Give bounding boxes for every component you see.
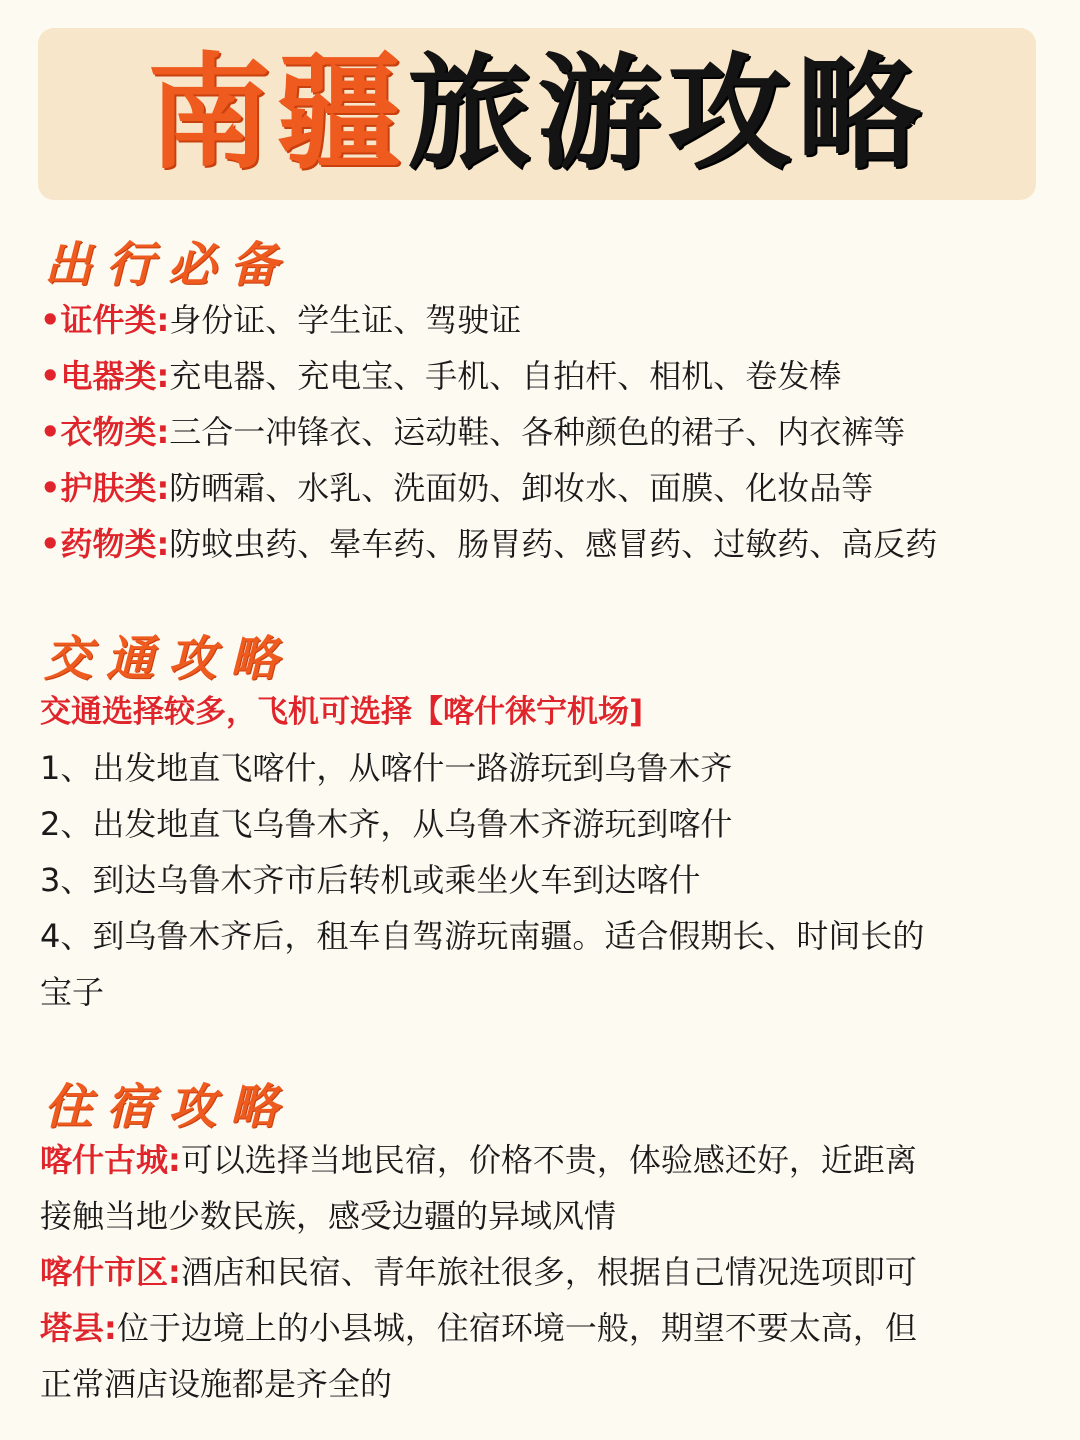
lodging-item [40, 1244, 1040, 1300]
item-text: 三合一冲锋衣、运动鞋、各种颜色的裙子、内衣裤等 [169, 413, 906, 451]
item-text: 身份证、学生证、驾驶证 [169, 301, 522, 339]
transport-subtitle: 交通选择较多，飞机可选择【喀什徕宁机场] [40, 694, 644, 730]
lodging-item [40, 1356, 1040, 1412]
essentials-heading: 出行必备 [44, 237, 293, 293]
item-label: 证件类: [60, 301, 170, 339]
item-label: 塔县: [40, 1309, 117, 1347]
item-text: 酒店和民宿、青年旅社很多，根据自己情况选项即可 [180, 1253, 917, 1291]
lodging-item [40, 1300, 1040, 1356]
item-text: 正常酒店设施都是齐全的 [40, 1365, 393, 1403]
transport-item: 1、出发地直飞喀什，从喀什一路游玩到乌鲁木齐 [40, 749, 733, 787]
bullet-icon: • [40, 525, 61, 563]
title-main: 旅游攻略 [407, 41, 928, 186]
essentials-item [40, 404, 1040, 460]
page-title [146, 41, 928, 186]
item-text: 防蚊虫药、晕车药、肠胃药、感冒药、过敏药、高反药 [169, 525, 938, 563]
item-text: 防晒霜、水乳、洗面奶、卸妆水、面膜、化妆品等 [169, 469, 874, 507]
essentials-item [40, 460, 1040, 516]
title-banner [38, 28, 1036, 200]
lodging-item [40, 1188, 1040, 1244]
essentials-item [40, 516, 1040, 572]
item-label: 电器类: [60, 357, 170, 395]
title-accent: 南疆 [146, 41, 407, 186]
item-text: 接触当地少数民族，感受边疆的异域风情 [40, 1197, 617, 1235]
bullet-icon: • [40, 357, 61, 395]
item-label: 衣物类: [60, 413, 170, 451]
essentials-item [40, 292, 1040, 348]
item-text: 位于边境上的小县城，住宿环境一般，期望不要太高，但 [116, 1309, 917, 1347]
transport-item: 3、到达乌鲁木齐市后转机或乘坐火车到达喀什 [40, 861, 701, 899]
item-label: 喀什古城: [40, 1141, 181, 1179]
transport-item: 宝子 [40, 973, 105, 1011]
bullet-icon: • [40, 301, 61, 339]
lodging-item [40, 1132, 1040, 1188]
bullet-icon: • [40, 469, 61, 507]
item-text: 充电器、充电宝、手机、自拍杆、相机、卷发棒 [169, 357, 842, 395]
transport-heading: 交通攻略 [44, 631, 293, 687]
item-label: 药物类: [60, 525, 170, 563]
lodging-heading: 住宿攻略 [44, 1079, 293, 1135]
essentials-item [40, 348, 1040, 404]
bullet-icon: • [40, 413, 61, 451]
transport-item: 4、到乌鲁木齐后，租车自驾游玩南疆。适合假期长、时间长的 [40, 917, 925, 955]
item-text: 可以选择当地民宿，价格不贵，体验感还好，近距离 [180, 1141, 917, 1179]
transport-item: 2、出发地直飞乌鲁木齐，从乌鲁木齐游玩到喀什 [40, 805, 733, 843]
item-label: 护肤类: [60, 469, 170, 507]
item-label: 喀什市区: [40, 1253, 181, 1291]
